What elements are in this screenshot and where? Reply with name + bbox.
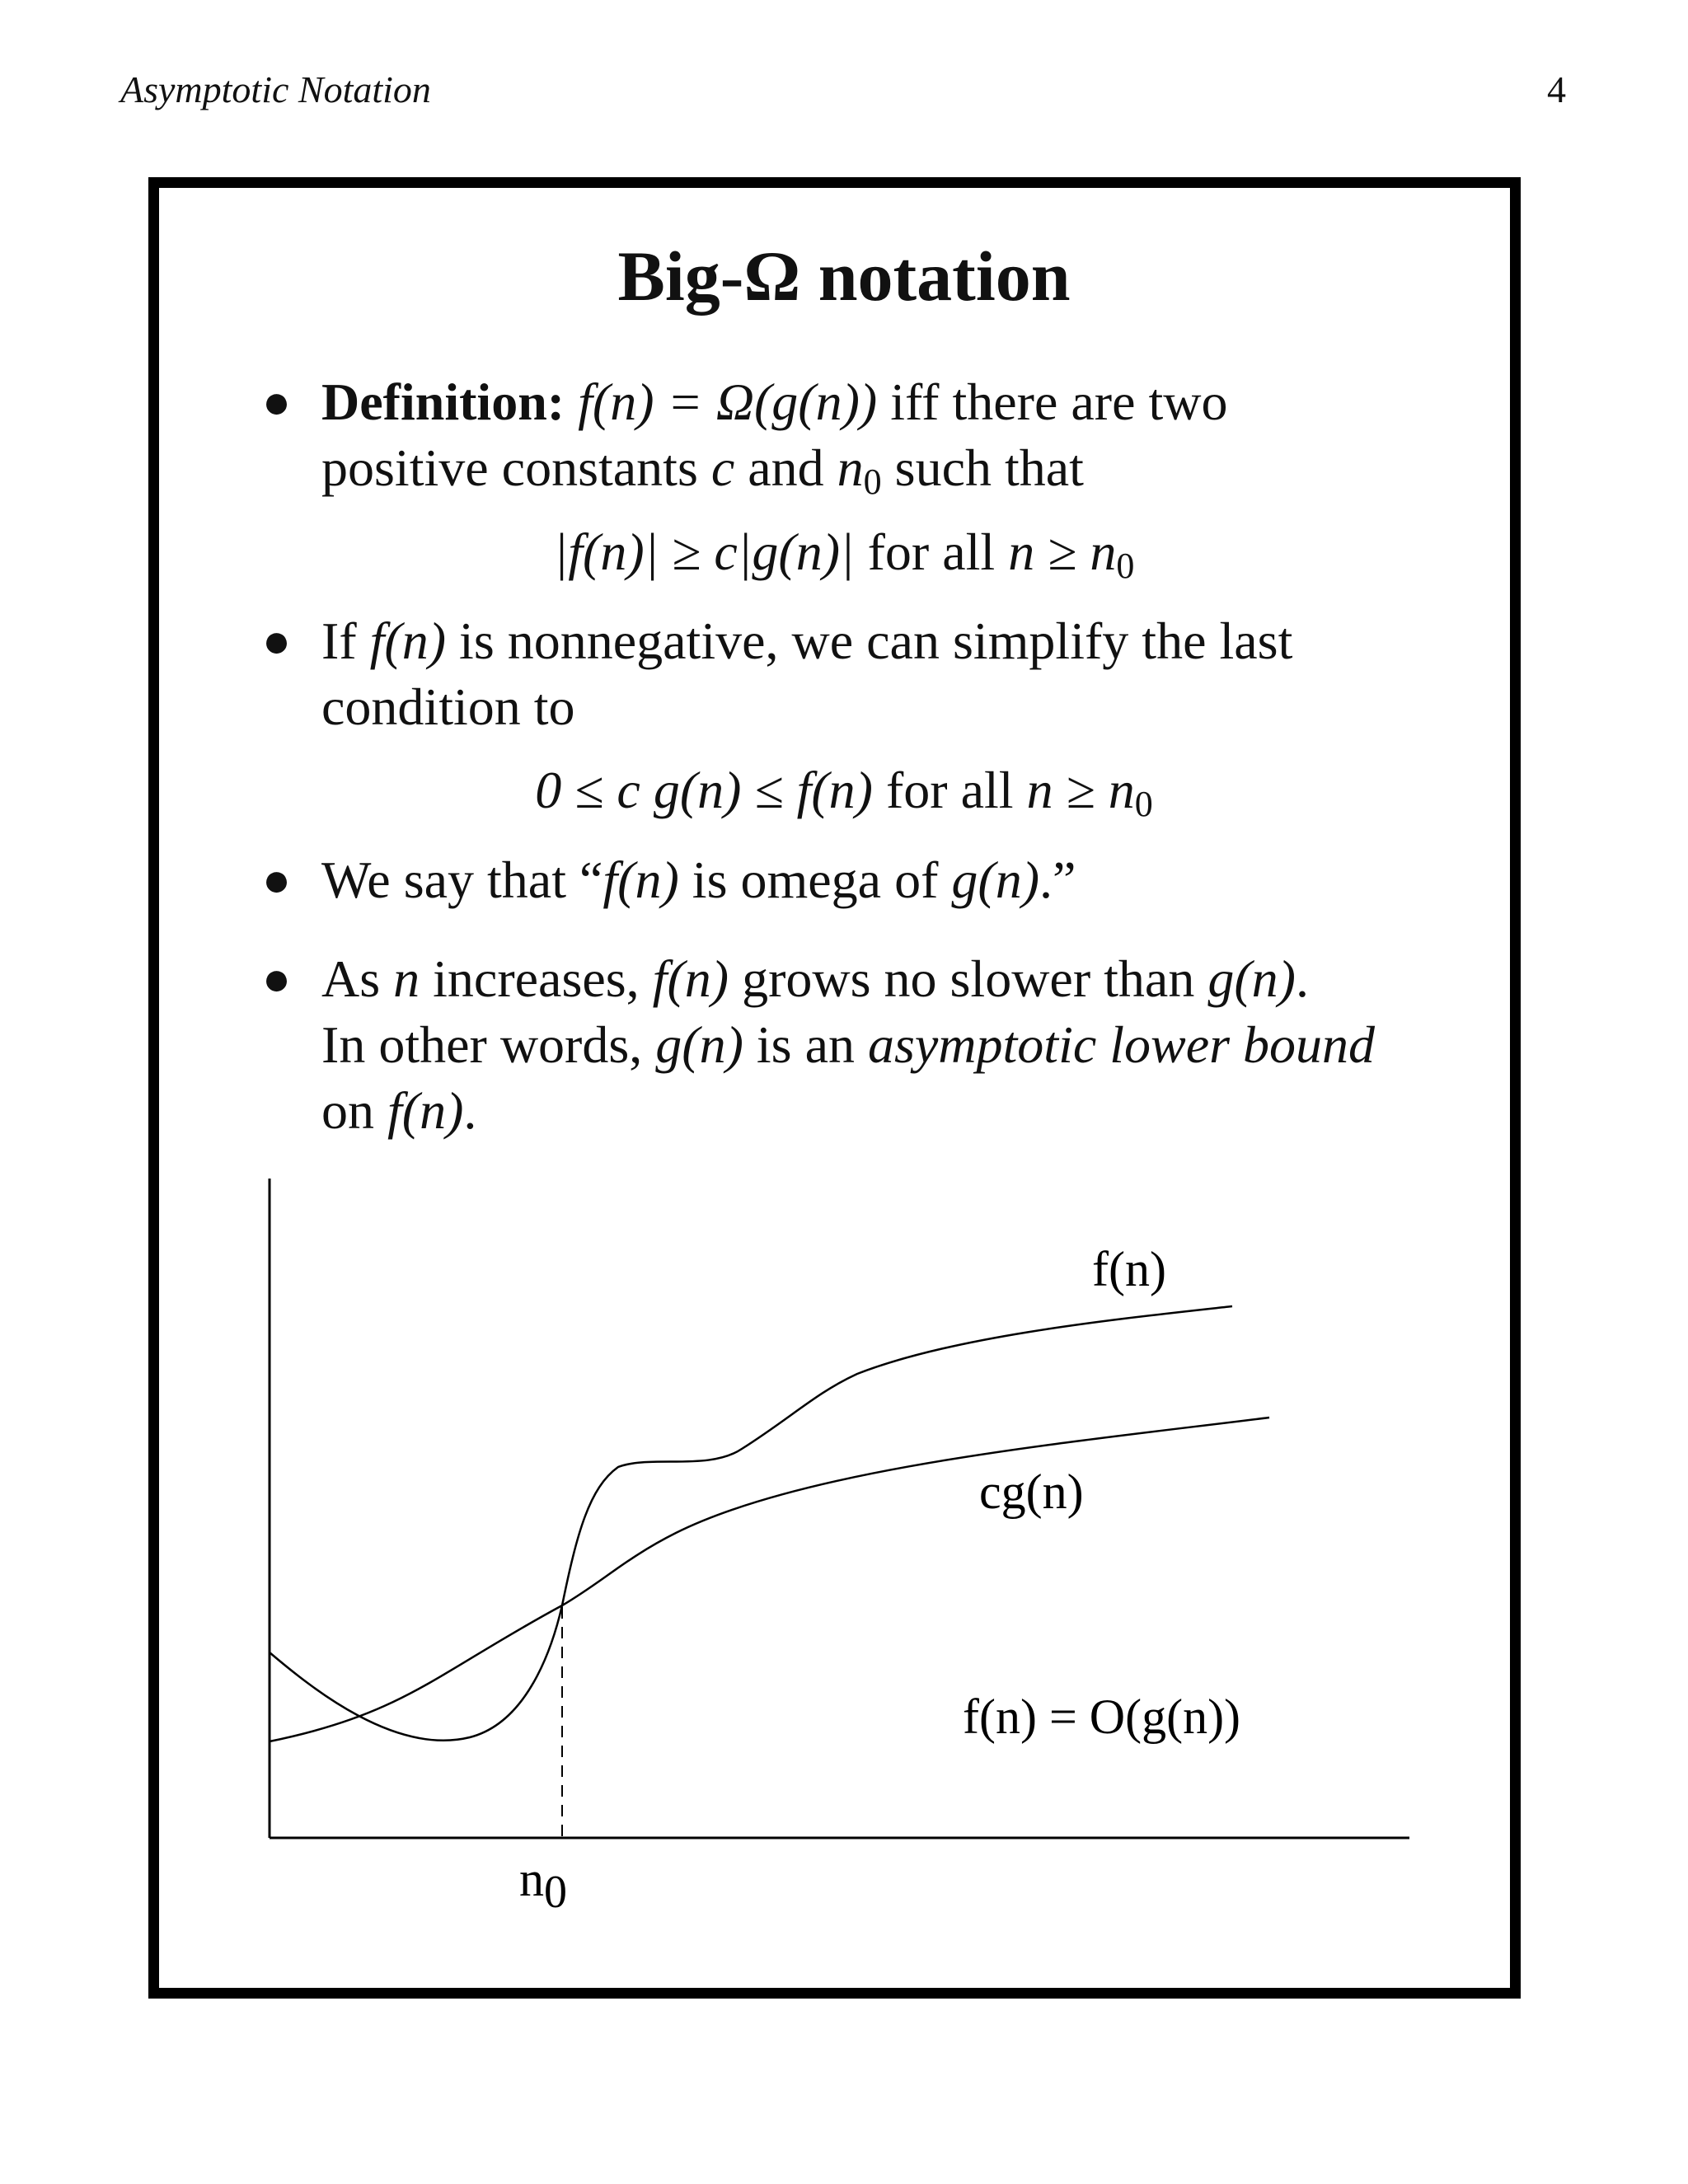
definition-line2b: such that [881, 438, 1084, 497]
b3-a: We say that “ [321, 851, 603, 909]
b4-fn3: f(n) [387, 1081, 464, 1140]
eq2-sub: 0 [1134, 784, 1153, 824]
bullet-nonnegative [262, 608, 1492, 740]
bullet-dot: ● [262, 614, 292, 668]
b4-d: . [1295, 949, 1309, 1008]
eq2-lhs: 0 ≤ c g(n) ≤ f(n) [535, 761, 873, 819]
b3-c: .” [1039, 851, 1076, 909]
b4-line3a: on [321, 1081, 387, 1140]
n0-label-sub: 0 [544, 1867, 567, 1918]
n0-label-base: n [519, 1852, 544, 1906]
b4-line3b: . [463, 1081, 477, 1140]
f-curve [270, 1306, 1232, 1741]
cg-label: cg(n) [979, 1465, 1084, 1519]
b4-line2a: In other words, [321, 1015, 656, 1074]
b3-fn: f(n) [603, 851, 679, 909]
b4-emph: asymptotic lower bound [867, 1015, 1376, 1074]
bullet-omega [262, 847, 1492, 913]
n0-sub: 0 [863, 462, 882, 502]
f-label: f(n) [1092, 1242, 1166, 1296]
relation-label: f(n) = O(g(n)) [963, 1690, 1241, 1744]
b2-rest: is nonnegative, we can simplify the last [446, 612, 1293, 670]
b4-fn: f(n) [652, 949, 729, 1008]
definition-line2a: positive constants [321, 438, 711, 497]
eq1-rhs: n ≥ n [1008, 523, 1117, 581]
eq2-rhs: n ≥ n [1026, 761, 1135, 819]
b4-gn2: g(n) [655, 1015, 743, 1074]
definition-lead: Definition: [321, 373, 565, 431]
n0-label [519, 1852, 567, 1918]
slide-title: Big-Ω notation [617, 237, 1071, 316]
eq2-mid: for all [872, 761, 1027, 819]
b4-gn: g(n) [1207, 949, 1296, 1008]
definition-and: and [734, 438, 837, 497]
constant-c: c [710, 438, 735, 497]
b4-a: As [321, 949, 394, 1008]
equation-simplified [0, 760, 1688, 825]
definition-text: iff there are two [877, 373, 1228, 431]
b2-line2: condition to [321, 677, 575, 736]
bullet-dot: ● [262, 853, 292, 907]
bullet-dot: ● [262, 952, 292, 1005]
b3-b: is omega of [678, 851, 952, 909]
growth-chart [247, 1170, 1442, 1945]
running-header-title: Asymptotic Notation [120, 68, 431, 110]
eq1-mid: for all [854, 523, 1009, 581]
page-number: 4 [1547, 68, 1566, 110]
definition-math: f(n) = Ω(g(n)) [578, 373, 878, 431]
b4-line2b: is an [743, 1015, 868, 1074]
eq1-sub: 0 [1116, 546, 1135, 586]
b3-gn: g(n) [951, 851, 1039, 909]
equation-definition [0, 522, 1688, 587]
b4-b: increases, [420, 949, 653, 1008]
bullet-dot: ● [262, 375, 292, 429]
b4-c: grows no slower than [729, 949, 1208, 1008]
n0-base: n [837, 438, 864, 497]
eq1-lhs: |f(n)| ≥ c|g(n)| [553, 523, 855, 581]
b4-n: n [393, 949, 420, 1008]
bullet-definition [262, 369, 1492, 515]
b2-fn: f(n) [369, 612, 447, 670]
b2-if: If [321, 612, 370, 670]
bullet-lower-bound [262, 946, 1492, 1144]
